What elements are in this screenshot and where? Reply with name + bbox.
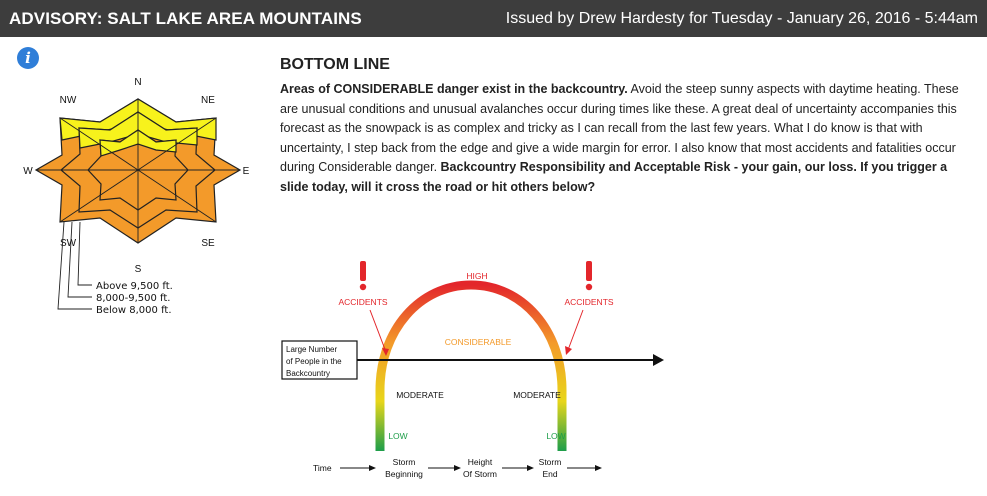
- advisory-header: [0, 0, 987, 37]
- bottom-line-heading: BOTTOM LINE: [280, 56, 390, 73]
- info-icon[interactable]: i: [17, 47, 39, 69]
- bottom-line-body: Avoid the steep sunny aspects with daytime heating. These are unusual conditions and unusual avalanches occur during times like these. A great deal of uncertainty accompanies this forecast as the snowpack is as complex and tricky as I can recall from the last few years. What I do know is that with uncertainty, I step back from the edge and give a wide margin for error. I also know that most accidents and fatalities occur during Considerable danger.: [280, 82, 959, 174]
- danger-arch: [380, 285, 562, 451]
- rose-label-n: N: [134, 77, 142, 88]
- rose-label-se: SE: [201, 238, 215, 249]
- label-low-right: LOW: [546, 431, 566, 441]
- people-arrow-head: [653, 354, 664, 366]
- danger-rose: [0, 70, 260, 320]
- issued-by-text: Issued by Drew Hardesty for Tuesday - January 26, 2016 - 5:44am: [505, 9, 978, 27]
- label-high: HIGH: [466, 271, 488, 281]
- legend-8000-9500: 8,000-9,500 ft.: [96, 293, 171, 304]
- time-axis: [313, 457, 602, 479]
- storm-danger-diagram: [275, 255, 675, 485]
- legend-above-9500: Above 9,500 ft.: [96, 281, 173, 292]
- legend-below-8000: Below 8,000 ft.: [96, 305, 172, 316]
- bottom-line-tail: Backcountry Responsibility and Acceptable Risk - your gain, our loss. If you trigger a slide today, will it cross the road or hit others below?: [280, 160, 948, 194]
- height-storm-line2: Of Storm: [462, 469, 498, 479]
- storm-end-line1: Storm: [538, 457, 562, 467]
- height-storm-line1: Height: [467, 457, 493, 467]
- people-box-line2: of People in the: [286, 357, 342, 366]
- exclamation-right-bar: [586, 261, 592, 281]
- people-box-line3: Backcountry: [286, 369, 331, 378]
- time-label: Time: [313, 463, 332, 473]
- storm-beginning-line2: Beginning: [385, 469, 423, 479]
- storm-end-line2: End: [542, 469, 558, 479]
- label-considerable: CONSIDERABLE: [444, 337, 512, 347]
- exclamation-left-bar: [360, 261, 366, 281]
- advisory-title: ADVISORY: SALT LAKE AREA MOUNTAINS: [9, 8, 362, 28]
- rose-legend-lines: [58, 222, 92, 309]
- accidents-left-label: ACCIDENTS: [338, 297, 388, 307]
- rose-label-s: S: [134, 264, 142, 275]
- bottom-line-section: [280, 56, 970, 197]
- bottom-line-lead: Areas of CONSIDERABLE danger exist in the backcountry.: [280, 82, 628, 96]
- accidents-right-group: [564, 261, 613, 355]
- label-low-left: LOW: [388, 431, 408, 441]
- rose-label-nw: NW: [59, 95, 77, 106]
- accidents-right-label: ACCIDENTS: [564, 297, 614, 307]
- label-moderate-left: MODERATE: [396, 390, 444, 400]
- bottom-line-paragraph: [280, 80, 970, 197]
- rose-label-w: W: [23, 166, 33, 177]
- rose-label-e: E: [242, 166, 250, 177]
- rose-label-ne: NE: [201, 95, 215, 106]
- storm-beginning-line1: Storm: [392, 457, 416, 467]
- people-box-line1: Large Number: [286, 345, 338, 354]
- rose-label-sw: SW: [59, 238, 77, 249]
- label-moderate-right: MODERATE: [513, 390, 561, 400]
- exclamation-left-dot: [360, 284, 366, 290]
- exclamation-right-dot: [586, 284, 592, 290]
